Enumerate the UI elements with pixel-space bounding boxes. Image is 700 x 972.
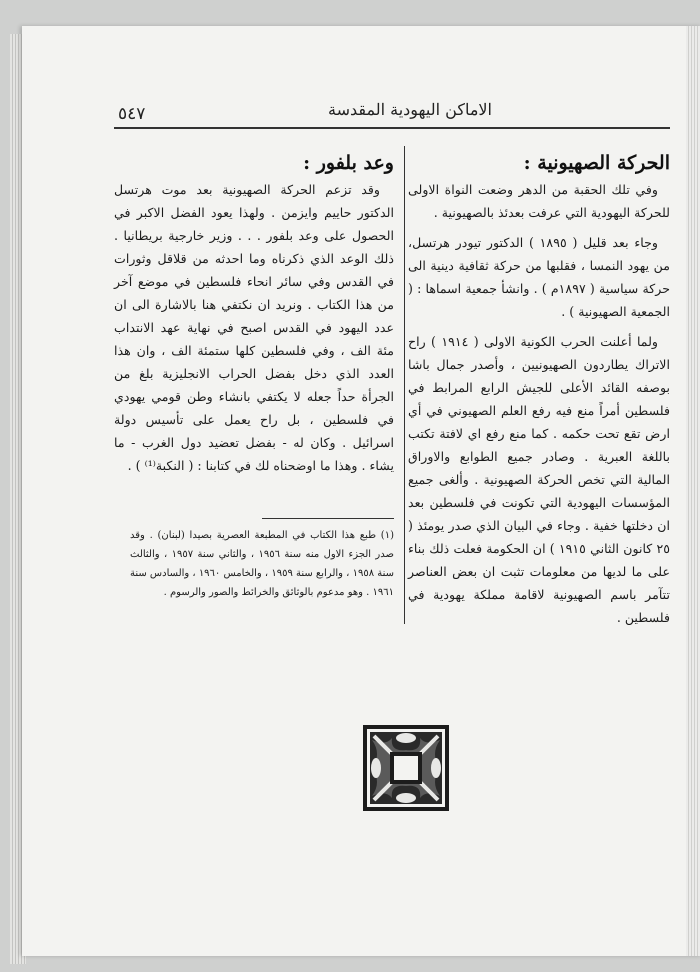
paragraph: ولما أعلنت الحرب الكونية الاولى ( ١٩١٤ ) راح الاتراك يطاردون الصهيونيين ، وأصدر جمال باشا بوصفه القائد الأعلى للجيش الرابع المرابط في فلسطين أمراً منع فيه رفع العلم الصهيوني في أي ارض تقع تحت حكمه . كما منع رفع اي لافتة تكتب باللغة العبرية . وصادر جميع الطوابع والاوراق المالية التي تخص الحركة الصهيونية . وألغى جميع المؤسسات اليهودية التي تكونت في فلسطين بعد ان دخلتها خفية . وجاء في البيان الذي صدر يومئذ ( ٢٥ كانون الثاني ١٩١٥ ) ان الحكومة فعلت ذلك بناء على ما لديها من معلومات تثبت ان بعض العناصر تتآمر باسم الصهيونية لاقامة مملكة يهودية في فلسطين . <box>408 334 671 625</box>
header-rule <box>114 127 670 129</box>
running-title: الاماكن اليهودية المقدسة <box>328 100 492 119</box>
column-divider <box>404 146 405 624</box>
paragraph: وقد تزعم الحركة الصهيونية بعد موت هرتسل الدكتور حاييم وايزمن . ولهذا يعود الفضل الاكبر في الحصول على وعد بلفور . . . وزير خارجية بريطانيا . ذلك الوعد الذي ذكرناه وما احدثه من قلاقل وثورات في القدس وفي سائر انحاء فلسطين في موضع آخر من هذا الكتاب . ونريد ان نكتفي هنا بالاشارة الى ان عدد اليهود في القدس اصبح في نهاية عهد الانتداب مئة الف ، وفي فلسطين كلها ستمئة الف ، وان هذا العدد الذي دخل بفضل الحراب الانجليزية بلغ من الجرأة حداً جعله لا يكتفي بانشاء وطن قومي يهودي في فلسطين ، بل راح يعمل على تأسيس دولة اسرائيل . وكان له - بفضل تعضيد دول الغرب - ما يشاء . وهذا ما اوضحناه لك في كتابنا : ( النكبة⁽¹⁾ ) . <box>114 182 394 473</box>
footnote: (١) طبع هذا الكتاب في المطبعة العصرية بصيدا (لبنان) . وقد صدر الجزء الاول منه سنة ١٩٥٦ ، والثاني سنة ١٩٥٧ ، والثالث سنة ١٩٥٨ ، والرابع سنة ١٩٥٩ ، والخامس ١٩٦٠ ، والسادس سنة ١٩٦١ . وهو مدعوم بالوثائق والخرائط والصور والرسوم . <box>130 530 394 598</box>
section-title-zionist-movement: الحركة الصهيونية : <box>523 152 670 174</box>
right-column <box>408 146 671 625</box>
paragraph: وفي تلك الحقبة من الدهر وضعت النواة الاولى للحركة اليهودية التي عرفت بعدئذ بالصهيونية . <box>408 182 670 220</box>
right-column-body <box>408 178 670 629</box>
page-number: ٥٤٧ <box>118 104 146 124</box>
page-stack-edge <box>686 26 700 956</box>
footnote-rule <box>262 518 394 519</box>
left-column-body <box>114 178 394 477</box>
decorative-ornament <box>362 724 450 812</box>
paragraph: وجاء بعد قليل ( ١٨٩٥ ) الدكتور تيودر هرتسل، من يهود النمسا ، فقلبها من حركة ثقافية دينية الى حركة سياسية ( ١٨٩٧م ) . وانشأ جمعية اسماها : ( الجمعية الصهيونية ) . <box>408 235 670 319</box>
section-title-balfour: وعد بلفور : <box>303 152 394 174</box>
